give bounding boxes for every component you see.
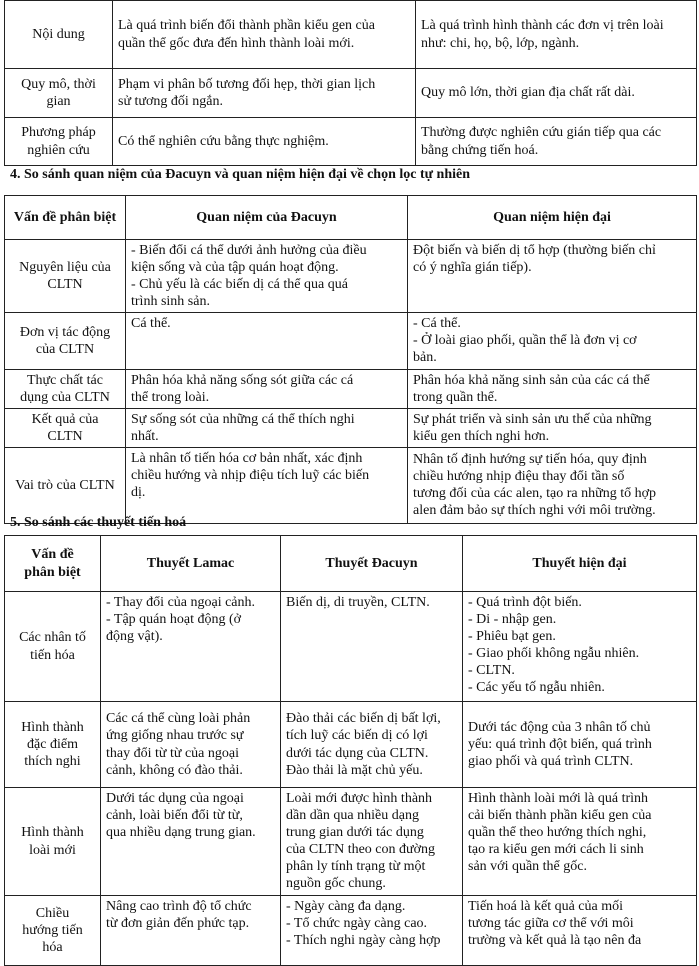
table-row (5, 702, 697, 788)
cell-line: - Biến đổi cá thể dưới ảnh hưởng của điều (131, 243, 367, 258)
cell-line: giao phối và quá trình CLTN. (468, 754, 634, 770)
row-label (5, 592, 101, 702)
row-label (5, 408, 126, 447)
table-cell (408, 313, 697, 369)
cell-line: Là quá trình hình thành các đơn vị trên loài (421, 18, 664, 34)
table-cell (101, 702, 281, 788)
cell-line: Chiều (35, 905, 70, 921)
cell-line: hướng tiến (22, 922, 83, 938)
row-label (5, 447, 126, 523)
cell-line: Hình thành loài mới là quá trình (468, 791, 649, 806)
cell-line: tạo ra kiểu gen mới cách li sinh (468, 842, 644, 858)
cell-line: nhất. (131, 428, 159, 444)
cell-line: ứng giống nhau trước sự (106, 728, 244, 744)
cell-text: Nội dung (32, 26, 85, 42)
cell-line: cảnh, không có đào thải. (106, 762, 243, 778)
table-row (5, 447, 697, 523)
cell-line: Tiến hoá là kết quả của mối (468, 899, 624, 914)
row-label (5, 702, 101, 788)
cell-line: - Thay đổi của ngoại cảnh. (106, 595, 256, 610)
table-cell (463, 788, 697, 896)
table-row (5, 240, 697, 313)
table-header-row (5, 536, 697, 592)
cell-line: - Thích nghi ngày càng hợp (286, 933, 441, 949)
cell-line: Thường được nghiên cứu gián tiếp qua các (421, 125, 662, 141)
cell-line: trong quần thể. (413, 389, 498, 405)
cell-line: Phân hóa khả năng sống sót giữa các cá (131, 372, 354, 388)
cell-line: quần thể theo hướng thích nghi, (468, 825, 647, 841)
cell-line: quần thể gốc đưa đến hình thành loài mới. (118, 35, 355, 51)
cell-line: động vật). (106, 629, 163, 645)
section-5-heading: 5. So sánh các thuyết tiến hoá (10, 515, 187, 530)
cell-line: thể trong loài. (131, 389, 210, 405)
cell-line: yếu: quá trình đột biến, quá trình (468, 736, 652, 752)
cell-line: gian (46, 94, 71, 109)
cell-line: Đơn vị tác động (19, 324, 111, 340)
table-cell (281, 896, 463, 966)
cell-line: Loài mới được hình thành (286, 791, 433, 806)
cell-line: - Giao phối không ngẫu nhiên. (468, 646, 640, 662)
table-row (5, 69, 697, 118)
cell-line: dưới tác dụng của CLTN. (286, 745, 429, 761)
cell-line: tiến hóa (30, 647, 75, 663)
table-cell (408, 240, 697, 313)
cell-line: dị. (131, 485, 146, 501)
column-header: Thuyết hiện đại (463, 536, 697, 592)
table-cell (281, 788, 463, 896)
table-cell (126, 369, 408, 408)
cell-line: dần dần qua nhiều dạng (286, 808, 419, 824)
cell-line: Các nhân tố (19, 630, 86, 646)
cell-line: alen đảm bảo sự thích nghi với môi trường. (413, 503, 656, 519)
cell-line: từ đơn giản đến phức tạp. (106, 916, 250, 932)
cell-line: Quy mô lớn, thời gian địa chất rất dài. (421, 85, 635, 101)
cell-line: sử tương đối ngắn. (118, 94, 224, 109)
cell-line: Phương pháp (21, 125, 96, 141)
cell-line: sản với quần thể gốc. (468, 859, 587, 875)
cell-line: như: chi, họ, bộ, lớp, ngành. (421, 35, 580, 51)
table-cell (463, 592, 697, 702)
cell-line: của CLTN (35, 341, 95, 357)
cell-line: qua nhiều dạng trung gian. (106, 825, 256, 841)
cell-line: Kết quả của (31, 411, 99, 427)
cell-line: Đột biến và biến dị tổ hợp (thường biến chỉ (413, 243, 656, 258)
column-header: Vấn đề phân biệt (5, 196, 126, 240)
row-label (5, 240, 126, 313)
table-cell (416, 1, 697, 69)
cell-line: - Ở loài giao phối, quần thể là đơn vị cơ (413, 333, 637, 349)
cell-line: thay đổi từ từ của ngoại (106, 745, 239, 761)
cell-line: nguồn gốc chung. (286, 876, 386, 892)
cell-line: - Phiêu bạt gen. (468, 629, 556, 645)
cell-line: Đào thải là mặt chủ yếu. (286, 762, 423, 778)
row-label (5, 313, 126, 369)
cell-line: - Tổ chức ngày càng cao. (286, 916, 428, 932)
cell-line: bản. (413, 350, 437, 366)
cell-line: nghiên cứu (27, 142, 90, 158)
table-cell (416, 118, 697, 166)
table-row (5, 313, 697, 369)
cell-line: cảnh, loài biến đổi từ từ, (106, 808, 243, 824)
cell-line: CLTN (47, 428, 83, 444)
table-cell (126, 408, 408, 447)
cell-line: tương tác giữa cơ thể với môi (468, 916, 634, 932)
row-label (5, 896, 101, 966)
column-header: Thuyết Đacuyn (281, 536, 463, 592)
row-label (5, 1, 113, 69)
table-row (5, 896, 697, 966)
column-header: Quan niệm hiện đại (408, 196, 697, 240)
cell-line: tích luỹ các biến dị có lợi (286, 728, 428, 744)
table-cell (281, 702, 463, 788)
cell-line: phân ly tính trạng từ một (286, 859, 426, 875)
cell-line: Vai trò của CLTN (15, 477, 115, 493)
cell-line: - Quá trình đột biến. (468, 595, 582, 610)
cell-line: CLTN (47, 277, 83, 293)
cell-line: thích nghi (24, 754, 81, 770)
cell-line: Nâng cao trình độ tổ chức (106, 899, 252, 914)
cell-line: - Cá thể. (413, 316, 461, 332)
table-cell (113, 118, 416, 166)
cell-line: của CLTN theo con đường (286, 842, 436, 858)
table-cell (113, 1, 416, 69)
cell-line: dụng của CLTN (20, 389, 110, 405)
cell-line: trường và kết quả là tạo nên đa (468, 933, 642, 949)
table-cell (281, 592, 463, 702)
cell-line: Phạm vi phân bố tương đối hẹp, thời gian lịch (118, 76, 376, 92)
row-label (5, 118, 113, 166)
cell-line: Nguyên liệu của (19, 260, 111, 276)
cell-line: Dưới tác dụng của ngoại (106, 791, 244, 806)
table-row (5, 369, 697, 408)
column-header (5, 536, 101, 592)
table-row (5, 788, 697, 896)
cell-line: cải biến thành phần kiểu gen của (468, 808, 652, 824)
table-cell (126, 313, 408, 369)
cell-line: kiểu gen thích nghi hơn. (413, 428, 550, 444)
cell-line: tương đối của các alen, tạo ra những tổ hợp (413, 486, 657, 502)
cell-line: Đào thải các biến dị bất lợi, (286, 711, 441, 727)
cell-line: loài mới (29, 842, 76, 858)
cell-line: phân biệt (24, 564, 81, 580)
cell-line: Là nhân tố tiến hóa cơ bản nhất, xác định (131, 450, 363, 466)
cell-line: Các cá thể cùng loài phản (106, 711, 251, 727)
cell-line: Có thể nghiên cứu bằng thực nghiệm. (118, 133, 329, 149)
table-cell (463, 896, 697, 966)
cell-line: chiều hướng và nhịp điệu tích luỹ các biến (131, 467, 370, 483)
table-row (5, 408, 697, 447)
cell-line: Nhân tố định hướng sự tiến hóa, quy định (413, 452, 647, 468)
cell-line: Phân hóa khả năng sinh sản của các cá thể (413, 372, 650, 388)
cell-line: - Chủ yếu là các biến dị cá thể qua quá (131, 277, 348, 293)
cell-line: Sự sống sót của những cá thể thích nghi (131, 411, 355, 427)
column-header: Thuyết Lamac (101, 536, 281, 592)
table-cell (408, 369, 697, 408)
cell-line: Biến dị, di truyền, CLTN. (286, 595, 430, 610)
cell-line: Cá thể. (131, 316, 171, 332)
cell-line: - Ngày càng đa dạng. (286, 899, 406, 914)
cell-line: Là quá trình biến đổi thành phần kiểu gen của (118, 18, 375, 34)
cell-line: - Tập quán hoạt động (ở (106, 612, 242, 628)
section-4-heading: 4. So sánh quan niệm của Đacuyn và quan niệm hiện đại về chọn lọc tự nhiên (10, 167, 471, 182)
table-row (5, 1, 697, 69)
natural-selection-table (4, 195, 697, 524)
table-cell (101, 592, 281, 702)
cell-line: Hình thành (21, 825, 84, 841)
cell-line: bằng chứng tiến hoá. (421, 142, 539, 158)
cell-line: trình sinh sản. (131, 294, 210, 310)
table-cell (101, 788, 281, 896)
cell-line: Dưới tác động của 3 nhân tố chủ (468, 719, 651, 735)
table-cell (463, 702, 697, 788)
table-cell (113, 69, 416, 118)
cell-line: Quy mô, thời (21, 76, 96, 92)
table-cell (408, 408, 697, 447)
cell-line: Thực chất tác (27, 372, 103, 388)
cell-line: Sự phát triển và sinh sản ưu thế của những (413, 411, 652, 427)
table-cell (126, 240, 408, 313)
table-row (5, 118, 697, 166)
table-cell (126, 447, 408, 523)
table-cell (101, 896, 281, 966)
cell-line: trung gian dưới tác dụng (286, 825, 424, 841)
row-label (5, 69, 113, 118)
cell-line: Hình thành (21, 719, 84, 735)
cell-line: chiều hướng nhịp điệu thay đổi tần số (413, 469, 625, 485)
table-header-row (5, 196, 697, 240)
table-cell (408, 447, 697, 523)
cell-line: - Di - nhập gen. (468, 612, 557, 628)
cell-line: - CLTN. (468, 663, 515, 679)
table-cell (416, 69, 697, 118)
evolution-theories-table (4, 535, 697, 966)
cell-line: có ý nghĩa gián tiếp). (413, 260, 532, 276)
row-label (5, 369, 126, 408)
cell-line: đặc điểm (27, 736, 78, 752)
table-row (5, 592, 697, 702)
column-header: Quan niệm của Đacuyn (126, 196, 408, 240)
cell-line: - Các yếu tố ngẫu nhiên. (468, 680, 605, 696)
cell-line: kiện sống và của tập quán hoạt động. (131, 260, 339, 276)
cell-line: Vấn đề (31, 547, 74, 563)
comparison-table-continued (4, 0, 697, 166)
cell-line: hóa (42, 940, 63, 956)
row-label (5, 788, 101, 896)
